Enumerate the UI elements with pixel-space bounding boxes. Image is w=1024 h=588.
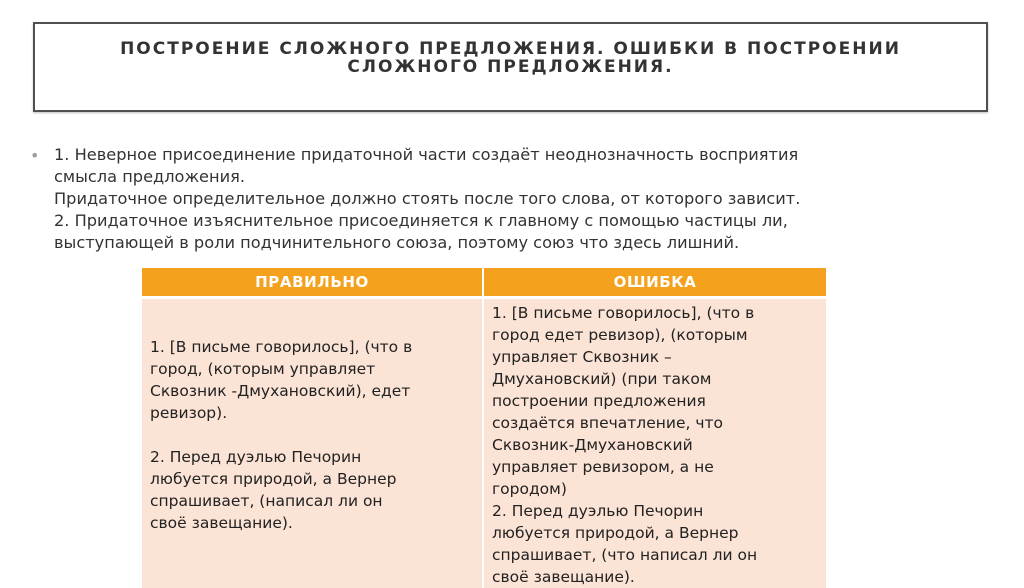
header-correct: ПРАВИЛЬНО — [142, 268, 482, 296]
correct-gap — [150, 424, 475, 446]
error-line: создаётся впечатление, что — [492, 414, 724, 432]
error-line: своё завещание). — [492, 568, 635, 586]
correct-line: город, (которым управляет — [150, 360, 376, 378]
correct-line: 1. [В письме говорилось], (что в — [150, 338, 413, 356]
bullet-line: 1. Неверное присоединение придаточной части создаёт неоднозначность восприятия — [54, 145, 799, 164]
bullet-marker: • — [30, 146, 40, 165]
error-line: спрашивает, (что написал ли он — [492, 546, 758, 564]
error-line: 2. Перед дуэлью Печорин — [492, 502, 704, 520]
header-error: ОШИБКА — [484, 268, 826, 296]
error-line: управляет ревизором, а не — [492, 458, 714, 476]
bullet-line: Придаточное определительное должно стоять после того слова, от которого зависит. — [54, 189, 801, 208]
correct-line: 2. Перед дуэлью Печорин — [150, 448, 362, 466]
header-divider — [142, 296, 826, 299]
correct-line: своё завещание). — [150, 514, 293, 532]
title-box — [33, 22, 988, 112]
error-line: Сквозник-Дмухановский — [492, 436, 693, 454]
error-line: управляет Сквозник – — [492, 348, 672, 366]
correct-line: Сквозник -Дмухановский), едет — [150, 382, 411, 400]
comparison-table — [142, 268, 826, 588]
error-line: построении предложения — [492, 392, 706, 410]
slide-title — [35, 40, 986, 76]
column-divider — [482, 268, 484, 588]
correct-line: спрашивает, (написал ли он — [150, 492, 383, 510]
error-line: Дмухановский) (при таком — [492, 370, 712, 388]
bullet-line: 2. Придаточное изъяснительное присоединяется к главному с помощью частицы ли, — [54, 211, 788, 230]
bullet-line: выступающей в роли подчинительного союза, поэтому союз что здесь лишний. — [54, 233, 740, 252]
cell-correct — [150, 336, 475, 534]
bullet-text — [54, 144, 984, 254]
correct-line: ревизор). — [150, 404, 228, 422]
bullet-line: смысла предложения. — [54, 167, 245, 186]
correct-line: любуется природой, а Вернер — [150, 470, 397, 488]
error-line: 1. [В письме говорилось], (что в — [492, 304, 755, 322]
error-line: любуется природой, а Вернер — [492, 524, 739, 542]
cell-error — [492, 302, 822, 588]
error-line: город едет ревизор), (которым — [492, 326, 748, 344]
slide-title-line-1: ПОСТРОЕНИЕ СЛОЖНОГО ПРЕДЛОЖЕНИЯ. ОШИБКИ В ПОСТРОЕНИИ — [120, 39, 901, 59]
error-line: городом) — [492, 480, 567, 498]
slide-title-line-2: СЛОЖНОГО ПРЕДЛОЖЕНИЯ. — [347, 57, 674, 77]
